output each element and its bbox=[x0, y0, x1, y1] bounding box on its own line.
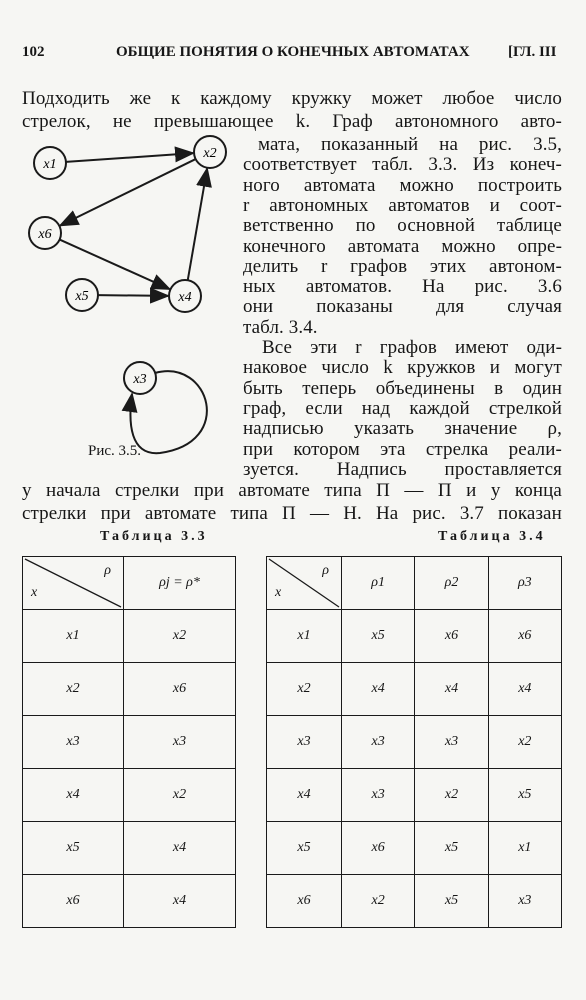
text-line: стрелок, не превышающее k. Граф автономного авто- bbox=[22, 111, 562, 132]
table-cell: x2 bbox=[23, 663, 124, 716]
table-row bbox=[23, 769, 236, 822]
table-cell: x6 bbox=[267, 875, 342, 928]
table-row bbox=[23, 610, 236, 663]
table-row bbox=[267, 716, 562, 769]
text-line: они показаны для случая bbox=[243, 296, 562, 318]
table-cell: x1 bbox=[23, 610, 124, 663]
graph-node-label: x6 bbox=[38, 227, 52, 242]
text-line: зуется. Надпись проставляется bbox=[243, 458, 562, 480]
corner-rho-label: ρ bbox=[104, 563, 111, 578]
page-number: 102 bbox=[22, 44, 45, 60]
table-row bbox=[267, 875, 562, 928]
table-cell: x5 bbox=[267, 822, 342, 875]
table-cell: x3 bbox=[342, 769, 415, 822]
table-cell: x3 bbox=[267, 716, 342, 769]
text-line: при котором эта стрелка реали- bbox=[243, 438, 562, 460]
text-line: ветственно по основной таблице bbox=[243, 215, 562, 237]
table-cell: x5 bbox=[415, 822, 488, 875]
corner-rho-label: ρ bbox=[322, 563, 329, 578]
table-cell: x4 bbox=[124, 822, 236, 875]
text-line: наковое число k кружков и могут bbox=[243, 357, 562, 379]
table-cell: x4 bbox=[342, 663, 415, 716]
table-cell: x3 bbox=[23, 716, 124, 769]
table-cell: x2 bbox=[342, 875, 415, 928]
table-row bbox=[267, 769, 562, 822]
table-cell: x6 bbox=[342, 822, 415, 875]
table-cell: x2 bbox=[415, 769, 488, 822]
corner-x-label: x bbox=[275, 585, 282, 600]
chapter-label: [ГЛ. III bbox=[508, 44, 557, 60]
graph-edge bbox=[188, 169, 207, 280]
table-3-3 bbox=[22, 556, 236, 928]
text-line: граф, если над каждой стрелкой bbox=[243, 397, 562, 419]
text-line: Все эти r графов имеют оди- bbox=[262, 337, 562, 358]
text-line: табл. 3.4. bbox=[243, 316, 318, 338]
table-cell: x2 bbox=[267, 663, 342, 716]
text-line: стрелки при автомате типа П — Н. На рис. 3.7 показан bbox=[22, 503, 562, 524]
graph-node-label: x4 bbox=[178, 290, 192, 305]
text-line: конечного автомата можно опре- bbox=[243, 235, 562, 257]
graph-node-label: x5 bbox=[75, 289, 89, 304]
column-header: ρ2 bbox=[415, 557, 488, 610]
text-line: соответствует табл. 3.3. Из конеч- bbox=[243, 154, 562, 176]
table-cell: x1 bbox=[267, 610, 342, 663]
table-cell: x5 bbox=[342, 610, 415, 663]
text-line: ных автоматов. На рис. 3.6 bbox=[243, 276, 562, 298]
table-cell: x4 bbox=[124, 875, 236, 928]
graph-edge bbox=[66, 153, 193, 162]
table-cell: x3 bbox=[488, 875, 561, 928]
text-line: мата, показанный на рис. 3.5, bbox=[258, 134, 562, 155]
table-corner bbox=[23, 557, 124, 610]
table-row bbox=[267, 822, 562, 875]
graph-node-label: x2 bbox=[203, 146, 217, 161]
table-cell: x2 bbox=[488, 716, 561, 769]
table-cell: x6 bbox=[23, 875, 124, 928]
text-line: Подходить же к каждому кружку может любое число bbox=[22, 88, 562, 109]
table-cell: x2 bbox=[124, 769, 236, 822]
text-line: надписью указать значение ρ, bbox=[243, 418, 562, 440]
table-corner bbox=[267, 557, 342, 610]
table-row bbox=[23, 716, 236, 769]
corner-x-label: x bbox=[31, 585, 38, 600]
text-line: быть теперь объединены в один bbox=[243, 377, 562, 399]
table-row bbox=[23, 875, 236, 928]
figure-caption: Рис. 3.5. bbox=[88, 443, 142, 459]
column-header: ρj = ρ* bbox=[124, 557, 236, 610]
table-row bbox=[23, 663, 236, 716]
table-cell: x4 bbox=[23, 769, 124, 822]
text-line: r автономных автоматов и соот- bbox=[243, 194, 562, 216]
figure-3-5-graph bbox=[0, 130, 240, 470]
table-3-3-caption: Таблица 3.3 bbox=[100, 529, 208, 544]
column-header: ρ1 bbox=[342, 557, 415, 610]
table-row bbox=[267, 610, 562, 663]
column-header: ρ3 bbox=[488, 557, 561, 610]
table-cell: x6 bbox=[488, 610, 561, 663]
table-row bbox=[267, 663, 562, 716]
table-cell: x1 bbox=[488, 822, 561, 875]
text-line: делить r графов этих автоном- bbox=[243, 255, 562, 277]
table-cell: x4 bbox=[488, 663, 561, 716]
running-title: ОБЩИЕ ПОНЯТИЯ О КОНЕЧНЫХ АВТОМАТАХ bbox=[116, 44, 470, 60]
text-line: у начала стрелки при автомате типа П — П и у конца bbox=[22, 480, 562, 501]
table-cell: x3 bbox=[415, 716, 488, 769]
table-cell: x5 bbox=[415, 875, 488, 928]
graph-edge bbox=[60, 159, 195, 225]
table-cell: x4 bbox=[267, 769, 342, 822]
table-cell: x3 bbox=[124, 716, 236, 769]
table-3-4 bbox=[266, 556, 562, 928]
table-3-4-caption: Таблица 3.4 bbox=[438, 529, 546, 544]
table-cell: x5 bbox=[23, 822, 124, 875]
table-cell: x6 bbox=[415, 610, 488, 663]
graph-node-label: x1 bbox=[43, 157, 57, 172]
table-cell: x4 bbox=[415, 663, 488, 716]
table-cell: x5 bbox=[488, 769, 561, 822]
table-cell: x3 bbox=[342, 716, 415, 769]
table-row bbox=[23, 822, 236, 875]
text-line: ного автомата можно построить bbox=[243, 174, 562, 196]
graph-edge bbox=[98, 295, 168, 296]
table-cell: x2 bbox=[124, 610, 236, 663]
table-cell: x6 bbox=[124, 663, 236, 716]
graph-node-label: x3 bbox=[133, 372, 147, 387]
